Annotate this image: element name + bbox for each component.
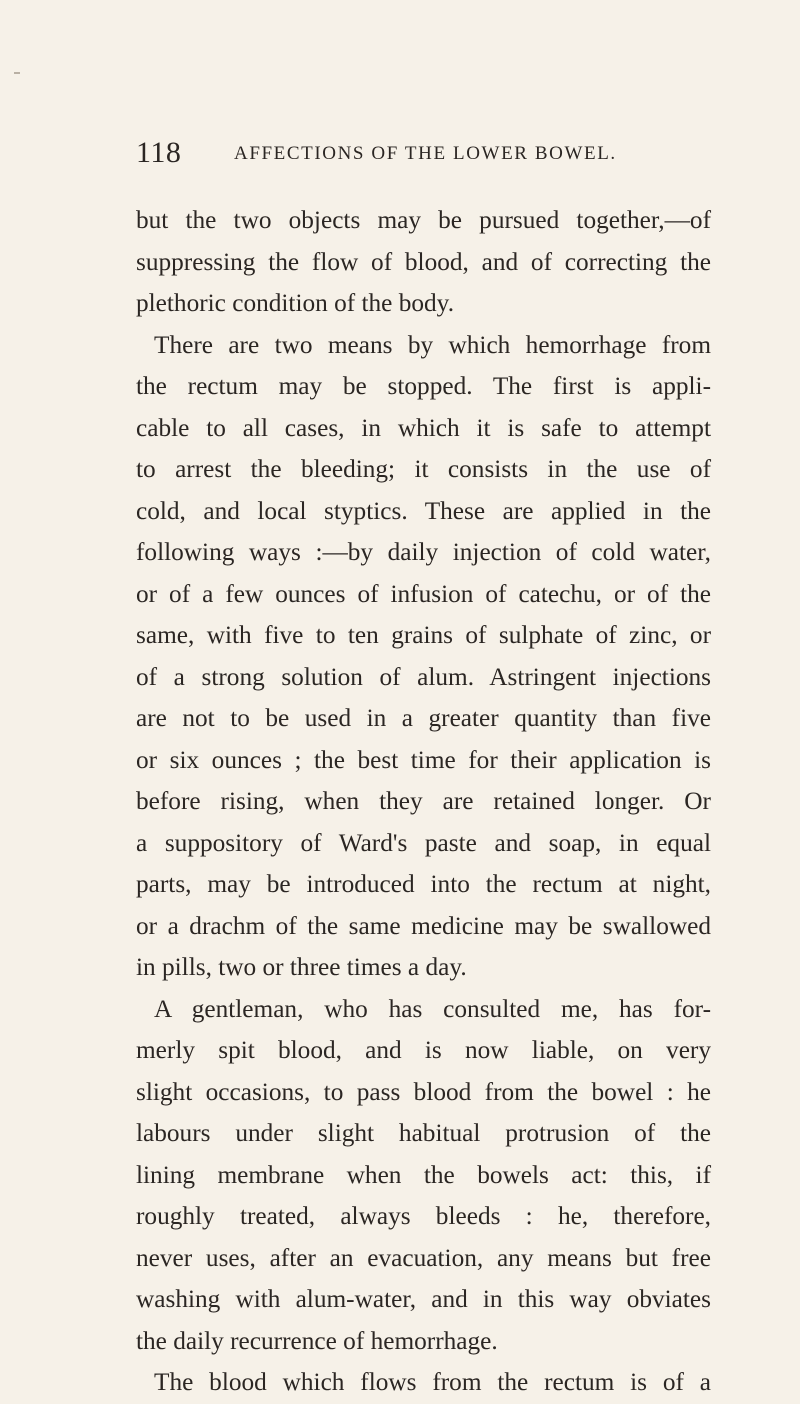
text-line: The blood which flows from the rectum is of a [154, 1368, 711, 1396]
text-line: or six ounces ; the best time for their application is [136, 745, 711, 774]
text-line: to arrest the bleeding; it consists in the use of [136, 455, 711, 483]
text-line: lining membrane when the bowels act: this, if [136, 1160, 711, 1189]
text-line: parts, may be introduced into the rectum at night, [136, 870, 711, 898]
page-number: 118 [136, 136, 182, 169]
text-line: washing with alum-water, and in this way obviates [136, 1285, 711, 1313]
text-line: roughly treated, always bleeds : he, therefore, [136, 1202, 711, 1230]
text-line: the rectum may be stopped. The first is appli- [136, 372, 711, 400]
text-line: merly spit blood, and is now liable, on very [136, 1036, 711, 1064]
text-line: or a drachm of the same medicine may be swallowed [136, 911, 711, 940]
text-line: slight occasions, to pass blood from the bowel : he [136, 1077, 711, 1106]
paper-speck [14, 72, 20, 74]
text-line: same, with five to ten grains of sulphate of zinc, or [136, 621, 711, 649]
text-line: in pills, two or three times a day. [136, 953, 467, 981]
text-line: of a strong solution of alum. Astringent injections [136, 662, 711, 691]
text-line: the daily recurrence of hemorrhage. [136, 1326, 498, 1355]
body-text [136, 200, 711, 1404]
text-line: are not to be used in a greater quantity than five [136, 704, 711, 732]
running-title: AFFECTIONS OF THE LOWER BOWEL. [234, 143, 617, 164]
text-line: There are two means by which hemorrhage from [154, 330, 711, 359]
text-line: before rising, when they are retained longer. Or [136, 787, 711, 815]
text-line: never uses, after an evacuation, any means but free [136, 1243, 711, 1272]
text-line: but the two objects may be pursued together,—of [136, 206, 711, 234]
text-line: or of a few ounces of infusion of catechu, or of the [136, 579, 711, 608]
text-line: A gentleman, who has consulted me, has for- [154, 994, 711, 1023]
text-line: plethoric condition of the body. [136, 289, 455, 317]
running-head [136, 136, 656, 178]
text-line: a suppository of Ward's paste and soap, in equal [136, 828, 711, 857]
text-line: following ways :—by daily injection of cold water, [136, 538, 711, 566]
text-line: cold, and local styptics. These are applied in the [136, 496, 711, 525]
text-line: labours under slight habitual protrusion of the [136, 1119, 711, 1147]
text-line: cable to all cases, in which it is safe to attempt [136, 413, 711, 442]
text-line: suppressing the flow of blood, and of correcting the [136, 247, 711, 276]
